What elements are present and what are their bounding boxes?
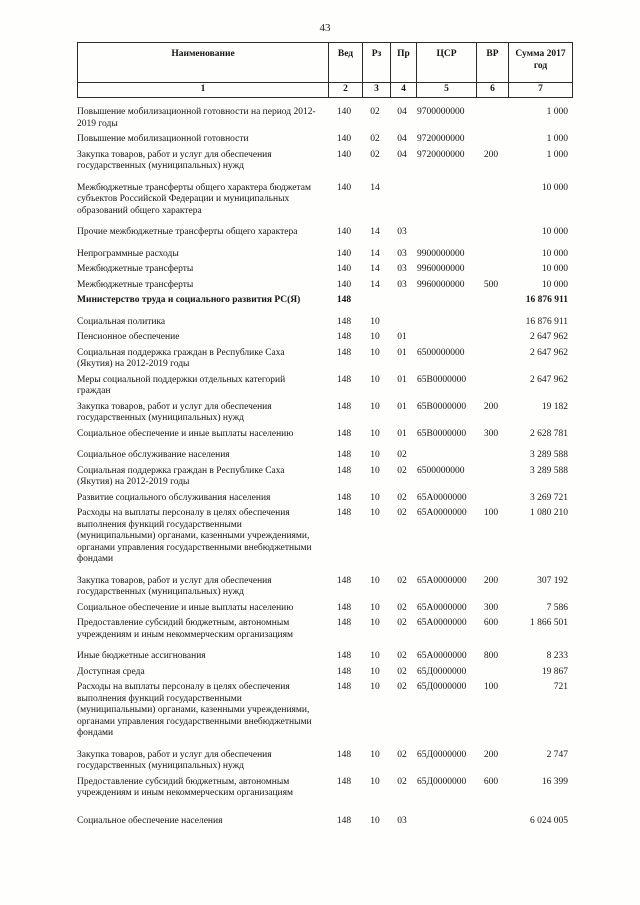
row-rz: 10 (370, 428, 380, 439)
row-vr (475, 375, 507, 398)
row-rz (361, 295, 389, 307)
row-sum: 1 866 501 (530, 618, 568, 628)
row-rz: 10 (370, 575, 380, 586)
row-csr (415, 317, 475, 329)
row-csr: 65В0000000 (417, 401, 467, 412)
row-rz: 14 (370, 182, 380, 193)
table-group (77, 651, 573, 740)
row-rz: 10 (370, 602, 380, 613)
row-name: Социальное обслуживание населения (77, 450, 230, 460)
row-csr: 6500000000 (417, 347, 465, 358)
row-vr: 600 (483, 776, 499, 787)
row-pr: 03 (397, 815, 407, 826)
table-row (77, 295, 573, 307)
row-csr: 9720000000 (417, 134, 465, 144)
row-pr: 01 (397, 428, 407, 439)
row-name: Межбюджетные трансферты общего характера бюджетам субъектов Российской Федерации и муниципальных образований общего характера (77, 182, 312, 216)
row-sum: 7 586 (546, 602, 568, 613)
row-pr: 02 (397, 651, 407, 661)
row-pr: 02 (397, 682, 407, 692)
table-group (77, 450, 573, 566)
row-csr: 65Д0000000 (417, 776, 467, 787)
row-sum: 10 000 (541, 182, 568, 193)
header-cell-pr: Пр (390, 43, 416, 82)
row-name: Предоставление субсидий бюджетным, автономным учреждениям и иным некоммерческим организациям (77, 618, 294, 640)
table-row (77, 227, 573, 239)
column-number-2: 2 (328, 82, 362, 97)
row-pr (389, 295, 415, 307)
row-csr (415, 332, 475, 344)
page-number: 43 (319, 22, 331, 34)
row-csr: 9900000000 (417, 248, 465, 259)
row-pr: 02 (397, 602, 407, 613)
row-ved: 148 (336, 374, 352, 385)
row-sum: 10 000 (541, 264, 568, 274)
row-name: Доступная среда (77, 666, 145, 677)
row-csr (415, 295, 475, 307)
row-ved: 148 (336, 651, 352, 661)
row-vr: 200 (483, 149, 499, 160)
row-rz: 10 (370, 316, 380, 327)
table-row (77, 280, 573, 292)
row-csr: 65В0000000 (417, 428, 467, 439)
row-csr: 65А0000000 (417, 508, 467, 518)
row-ved: 140 (336, 149, 352, 160)
row-pr: 02 (397, 776, 407, 787)
row-pr: 04 (397, 149, 407, 160)
row-ved: 148 (336, 776, 352, 787)
row-pr: 01 (397, 347, 407, 358)
row-pr: 04 (397, 134, 407, 144)
row-ved: 140 (336, 279, 352, 290)
table-row (77, 777, 573, 800)
row-vr (475, 134, 507, 146)
row-rz: 10 (370, 374, 380, 385)
row-sum: 6 024 005 (530, 815, 568, 826)
row-name: Закупка товаров, работ и услуг для обеспечения государственных (муниципальных) нужд (77, 575, 272, 597)
row-name: Развитие социального обслуживания населения (77, 492, 271, 503)
row-name: Социальное обеспечение и иные выплаты населению (77, 602, 294, 613)
row-vr: 100 (483, 508, 499, 518)
row-csr: 65Д0000000 (417, 749, 467, 760)
row-pr (389, 317, 415, 329)
header-cell-csr: ЦСР (416, 43, 476, 82)
row-rz: 10 (370, 347, 380, 358)
row-vr: 300 (483, 602, 499, 613)
row-rz: 10 (370, 776, 380, 787)
row-rz: 10 (370, 332, 380, 342)
header-cell-vr: ВР (476, 43, 508, 82)
row-name: Социальная поддержка граждан в Республике Саха (Якутия) на 2012-2019 годы (77, 465, 285, 487)
row-pr: 02 (397, 465, 407, 476)
row-sum: 16 876 911 (525, 295, 568, 305)
column-number-3: 3 (362, 82, 390, 97)
row-csr: 9720000000 (417, 149, 465, 160)
table-body (77, 98, 573, 827)
row-sum: 3 289 588 (530, 465, 568, 476)
row-sum: 16 399 (541, 776, 568, 787)
row-vr (475, 295, 507, 307)
row-ved: 148 (336, 575, 352, 586)
row-name: Расходы на выплаты персоналу в целях обеспечения выполнения функций государственными (муниципальными) органами, казенными учреждениями, органами управления государственными внебюджетными фондами (77, 682, 312, 738)
row-name: Закупка товаров, работ и услуг для обеспечения государственных (муниципальных) нужд (77, 401, 272, 423)
table-row (77, 667, 573, 679)
row-rz: 02 (370, 107, 380, 117)
row-pr: 01 (397, 332, 407, 342)
row-ved: 140 (336, 182, 352, 193)
row-name: Прочие межбюджетные трансферты общего характера (77, 227, 298, 237)
row-pr: 02 (397, 575, 407, 586)
row-rz: 10 (370, 666, 380, 677)
table-row (77, 134, 573, 146)
row-name: Закупка товаров, работ и услуг для обеспечения государственных (муниципальных) нужд (77, 749, 272, 771)
row-ved: 148 (336, 492, 352, 503)
row-ved: 148 (336, 666, 352, 677)
row-sum: 307 192 (537, 575, 568, 586)
column-number-5: 5 (416, 82, 476, 97)
row-name: Повышение мобилизационной готовности (77, 134, 249, 144)
row-vr (475, 816, 507, 828)
table-header (77, 42, 573, 98)
row-pr: 02 (397, 618, 407, 628)
row-vr: 200 (483, 401, 499, 412)
table-row (77, 750, 573, 773)
row-csr (415, 450, 475, 462)
row-rz: 10 (370, 618, 380, 628)
row-name: Предоставление субсидий бюджетным, автономным учреждениям и иным некоммерческим организациям (77, 776, 294, 798)
row-vr (475, 107, 507, 130)
row-csr (415, 183, 475, 218)
row-pr: 03 (397, 227, 407, 237)
row-sum: 3 269 721 (530, 492, 568, 503)
row-name: Министерство труда и социального развития РС(Я) (77, 295, 301, 305)
table-row (77, 317, 573, 329)
header-cell-name: Наименование (171, 49, 235, 59)
row-rz: 10 (370, 815, 380, 826)
row-ved: 148 (336, 295, 352, 305)
row-name: Социальная поддержка граждан в Республике Саха (Якутия) на 2012-2019 годы (77, 347, 285, 369)
row-ved: 148 (336, 602, 352, 613)
column-number-4: 4 (390, 82, 416, 97)
row-sum: 2 647 962 (530, 332, 568, 342)
row-pr: 03 (397, 248, 407, 259)
row-name: Межбюджетные трансферты (77, 279, 194, 290)
row-ved: 148 (336, 428, 352, 439)
row-sum: 10 000 (541, 279, 568, 290)
row-csr: 9960000000 (417, 264, 465, 274)
row-name: Повышение мобилизационной готовности на период 2012-2019 годы (77, 107, 316, 129)
table-row (77, 402, 573, 425)
row-vr (475, 348, 507, 371)
table-row (77, 651, 573, 663)
table-row (77, 466, 573, 489)
row-pr: 01 (397, 401, 407, 412)
row-pr: 01 (397, 374, 407, 385)
row-vr: 800 (483, 651, 499, 661)
row-sum: 19 867 (541, 666, 568, 677)
table-row (77, 816, 573, 828)
row-sum: 3 289 588 (530, 450, 568, 460)
row-sum: 2 747 (546, 749, 568, 760)
row-rz: 02 (370, 134, 380, 144)
row-vr (475, 466, 507, 489)
table-row (77, 508, 573, 566)
row-pr: 04 (397, 107, 407, 117)
row-pr: 03 (397, 279, 407, 290)
table-row (77, 150, 573, 173)
row-sum: 721 (553, 682, 568, 692)
table-row (77, 249, 573, 261)
table-row (77, 603, 573, 615)
row-vr (475, 317, 507, 329)
row-csr: 65А0000000 (417, 602, 467, 613)
row-rz: 14 (370, 227, 380, 237)
row-name: Социальная политика (77, 316, 166, 327)
row-rz: 10 (370, 465, 380, 476)
table-row (77, 183, 573, 218)
row-sum: 10 000 (541, 227, 568, 237)
row-name: Меры социальной поддержки отдельных категорий граждан (77, 374, 286, 396)
row-rz: 10 (370, 492, 380, 503)
table-row (77, 332, 573, 344)
row-name: Пенсионное обеспечение (77, 332, 180, 342)
row-csr (415, 816, 475, 828)
row-sum: 2 628 781 (530, 428, 568, 439)
table-group (77, 816, 573, 828)
budget-table (77, 42, 573, 837)
table-row (77, 107, 573, 130)
table-row (77, 348, 573, 371)
row-sum: 19 182 (541, 401, 568, 412)
row-csr: 65А0000000 (417, 492, 467, 503)
table-row (77, 493, 573, 505)
row-vr: 200 (483, 749, 499, 760)
row-pr: 02 (397, 450, 407, 460)
row-rz: 02 (370, 149, 380, 160)
column-number-6: 6 (476, 82, 508, 97)
row-name: Непрограммные расходы (77, 248, 179, 259)
row-pr: 02 (397, 492, 407, 503)
row-pr: 02 (397, 666, 407, 677)
row-ved: 140 (336, 107, 352, 117)
row-vr (475, 249, 507, 261)
row-ved: 148 (336, 347, 352, 358)
row-csr: 6500000000 (417, 465, 465, 476)
table-row (77, 429, 573, 441)
row-ved: 148 (336, 749, 352, 760)
row-sum: 1 000 (546, 149, 568, 160)
header-number-row (78, 82, 572, 97)
row-vr: 600 (483, 618, 499, 628)
row-ved: 148 (336, 332, 352, 342)
row-ved: 148 (336, 508, 352, 518)
row-sum: 2 647 962 (530, 374, 568, 385)
row-vr: 100 (483, 682, 499, 692)
row-pr: 03 (397, 264, 407, 274)
row-csr: 9960000000 (417, 279, 465, 290)
table-group (77, 183, 573, 218)
row-csr: 9700000000 (417, 107, 465, 117)
table-group (77, 317, 573, 441)
table-row (77, 576, 573, 599)
row-ved: 140 (336, 227, 352, 237)
row-rz: 10 (370, 401, 380, 412)
row-ved: 148 (336, 316, 352, 327)
row-csr: 65А0000000 (417, 651, 467, 661)
row-csr: 65В0000000 (417, 374, 467, 385)
row-vr: 200 (483, 575, 499, 586)
row-rz: 14 (370, 279, 380, 290)
table-group (77, 227, 573, 239)
row-rz: 10 (370, 682, 380, 692)
table-row (77, 618, 573, 641)
row-sum: 1 080 210 (530, 508, 568, 518)
header-cell-sum: Сумма 2017 год (508, 43, 572, 82)
row-csr: 65А0000000 (417, 618, 467, 628)
table-group (77, 107, 573, 173)
row-rz: 10 (370, 651, 380, 661)
row-ved: 140 (336, 248, 352, 259)
row-ved: 148 (336, 450, 352, 460)
row-pr: 02 (397, 749, 407, 760)
row-name: Социальное обеспечение населения (77, 815, 223, 826)
row-pr (389, 183, 415, 218)
row-sum: 2 647 962 (530, 347, 568, 358)
table-group (77, 249, 573, 307)
row-rz: 14 (370, 248, 380, 259)
row-name: Закупка товаров, работ и услуг для обеспечения государственных (муниципальных) нужд (77, 149, 272, 171)
row-name: Межбюджетные трансферты (77, 264, 194, 274)
table-group (77, 576, 573, 642)
row-sum: 1 000 (546, 107, 568, 117)
row-vr (475, 227, 507, 239)
row-csr: 65А0000000 (417, 575, 467, 586)
row-rz: 14 (370, 264, 380, 274)
column-number-7: 7 (508, 82, 572, 97)
header-cell-ved: Вед (328, 43, 362, 82)
row-vr (475, 332, 507, 344)
row-vr (475, 183, 507, 218)
row-vr (475, 450, 507, 462)
row-rz: 10 (370, 508, 380, 518)
row-pr: 02 (397, 508, 407, 518)
row-sum: 16 876 911 (525, 316, 568, 327)
table-row (77, 375, 573, 398)
row-vr (475, 264, 507, 276)
row-vr: 300 (483, 428, 499, 439)
row-name: Расходы на выплаты персоналу в целях обеспечения выполнения функций государственными (муниципальными) органами, казенными учреждениями, органами управления государственными внебюджетными фондами (77, 508, 312, 564)
column-number-1: 1 (78, 82, 328, 97)
table-group (77, 750, 573, 800)
table-row (77, 682, 573, 740)
row-ved: 148 (336, 401, 352, 412)
row-sum: 10 000 (541, 248, 568, 259)
row-csr (415, 227, 475, 239)
row-vr (475, 667, 507, 679)
row-name: Иные бюджетные ассигнования (77, 651, 206, 661)
row-csr: 65Д0000000 (417, 682, 467, 692)
header-label-row (78, 43, 572, 82)
row-sum: 8 233 (546, 651, 568, 661)
row-rz: 10 (370, 450, 380, 460)
row-vr (475, 493, 507, 505)
table-row (77, 264, 573, 276)
table-row (77, 450, 573, 462)
row-ved: 148 (336, 465, 352, 476)
row-ved: 148 (336, 682, 352, 692)
header-cell-rz: Рз (362, 43, 390, 82)
row-ved: 148 (336, 618, 352, 628)
row-sum: 1 000 (546, 134, 568, 144)
row-ved: 140 (336, 134, 352, 144)
row-rz: 10 (370, 749, 380, 760)
row-ved: 148 (336, 815, 352, 826)
row-name: Социальное обеспечение и иные выплаты населению (77, 428, 294, 439)
row-csr: 65Д0000000 (417, 666, 467, 677)
row-ved: 140 (336, 264, 352, 274)
row-vr: 500 (483, 279, 499, 290)
